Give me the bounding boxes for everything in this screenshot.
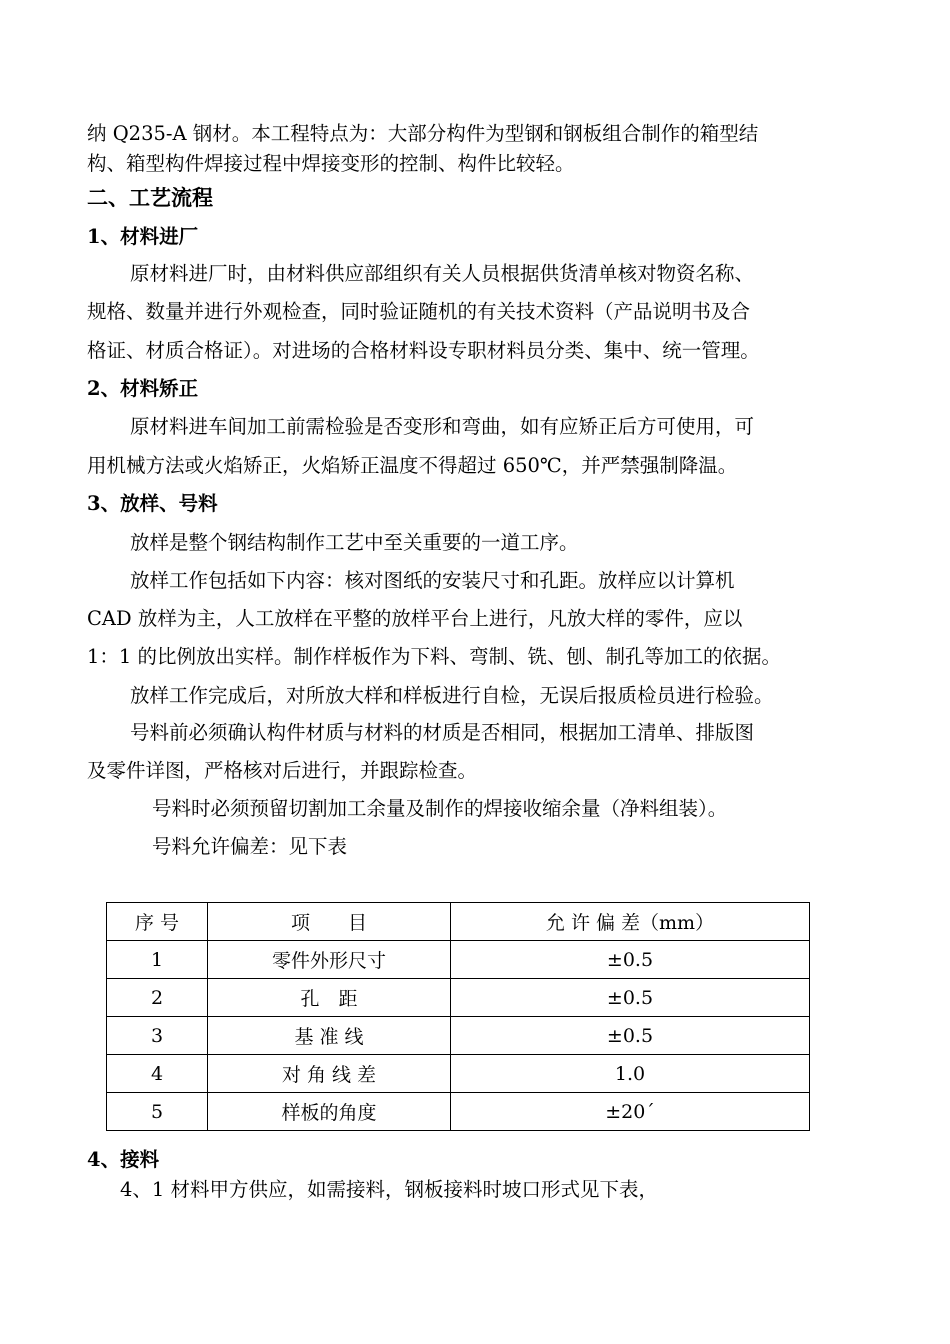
table-cell: 2 xyxy=(107,979,208,1017)
subsection-heading: 3、放样、号料 xyxy=(87,492,218,515)
table-row xyxy=(107,1017,810,1055)
paragraph-line: 格证、材质合格证）。对进场的合格材料设专职材料员分类、集中、统一管理。 xyxy=(87,339,760,362)
paragraph-line: 放样工作完成后，对所放大样和样板进行自检，无误后报质检员进行检验。 xyxy=(130,684,774,707)
paragraph-line: 原材料进厂时，由材料供应部组织有关人员根据供货清单核对物资名称、 xyxy=(130,262,755,285)
table-cell: 5 xyxy=(107,1093,208,1131)
table-cell: 4 xyxy=(107,1055,208,1093)
paragraph-line: 4、1 材料甲方供应，如需接料，钢板接料时坡口形式见下表， xyxy=(120,1178,659,1201)
tolerance-table xyxy=(106,902,810,1131)
paragraph-line: 号料允许偏差：见下表 xyxy=(152,835,348,858)
table-cell: 对 角 线 差 xyxy=(208,1055,451,1093)
table-cell: ±0.5 xyxy=(451,941,810,979)
paragraph-line: 原材料进车间加工前需检验是否变形和弯曲，如有应矫正后方可使用，可 xyxy=(130,415,755,438)
table-row xyxy=(107,941,810,979)
table-cell: 基 准 线 xyxy=(208,1017,451,1055)
paragraph-line: 规格、数量并进行外观检查，同时验证随机的有关技术资料（产品说明书及合 xyxy=(87,300,751,323)
paragraph-line: 纳 Q235-A 钢材。本工程特点为：大部分构件为型钢和钢板组合制作的箱型结 xyxy=(87,122,759,145)
table-cell: 1 xyxy=(107,941,208,979)
table-cell: ±0.5 xyxy=(451,1017,810,1055)
paragraph-line: 用机械方法或火焰矫正，火焰矫正温度不得超过 650℃，并严禁强制降温。 xyxy=(87,454,738,477)
paragraph-line: 构、箱型构件焊接过程中焊接变形的控制、构件比较轻。 xyxy=(87,152,575,175)
table-cell: ±20ˊ xyxy=(451,1093,810,1131)
table-cell: 样板的角度 xyxy=(208,1093,451,1131)
paragraph-line: 1：1 的比例放出实样。制作样板作为下料、弯制、铣、刨、制孔等加工的依据。 xyxy=(87,645,782,668)
table-row xyxy=(107,1055,810,1093)
subsection-heading: 2、材料矫正 xyxy=(87,377,199,400)
table-cell: 零件外形尺寸 xyxy=(208,941,451,979)
paragraph-line: 号料前必须确认构件材质与材料的材质是否相同，根据加工清单、排版图 xyxy=(130,721,755,744)
table-cell: 孔 距 xyxy=(208,979,451,1017)
table-row xyxy=(107,1093,810,1131)
table-cell: ±0.5 xyxy=(451,979,810,1017)
table-header-row xyxy=(107,903,810,941)
paragraph-line: 号料时必须预留切割加工余量及制作的焊接收缩余量（净料组装）。 xyxy=(152,797,728,820)
subsection-heading: 1、材料进厂 xyxy=(87,225,199,248)
table-header-cell: 序 号 xyxy=(107,903,208,941)
section-heading: 二、工艺流程 xyxy=(87,185,213,210)
paragraph-line: 及零件详图，严格核对后进行，并跟踪检查。 xyxy=(87,759,478,782)
table-cell: 3 xyxy=(107,1017,208,1055)
table-row xyxy=(107,979,810,1017)
table-header-cell: 项 目 xyxy=(208,903,451,941)
paragraph-line: 放样工作包括如下内容：核对图纸的安装尺寸和孔距。放样应以计算机 xyxy=(130,569,735,592)
table-header-cell: 允 许 偏 差（mm） xyxy=(451,903,810,941)
subsection-heading: 4、接料 xyxy=(87,1148,160,1171)
table-cell: 1.0 xyxy=(451,1055,810,1093)
paragraph-line: CAD 放样为主，人工放样在平整的放样平台上进行，凡放大样的零件，应以 xyxy=(87,607,743,630)
paragraph-line: 放样是整个钢结构制作工艺中至关重要的一道工序。 xyxy=(130,531,579,554)
